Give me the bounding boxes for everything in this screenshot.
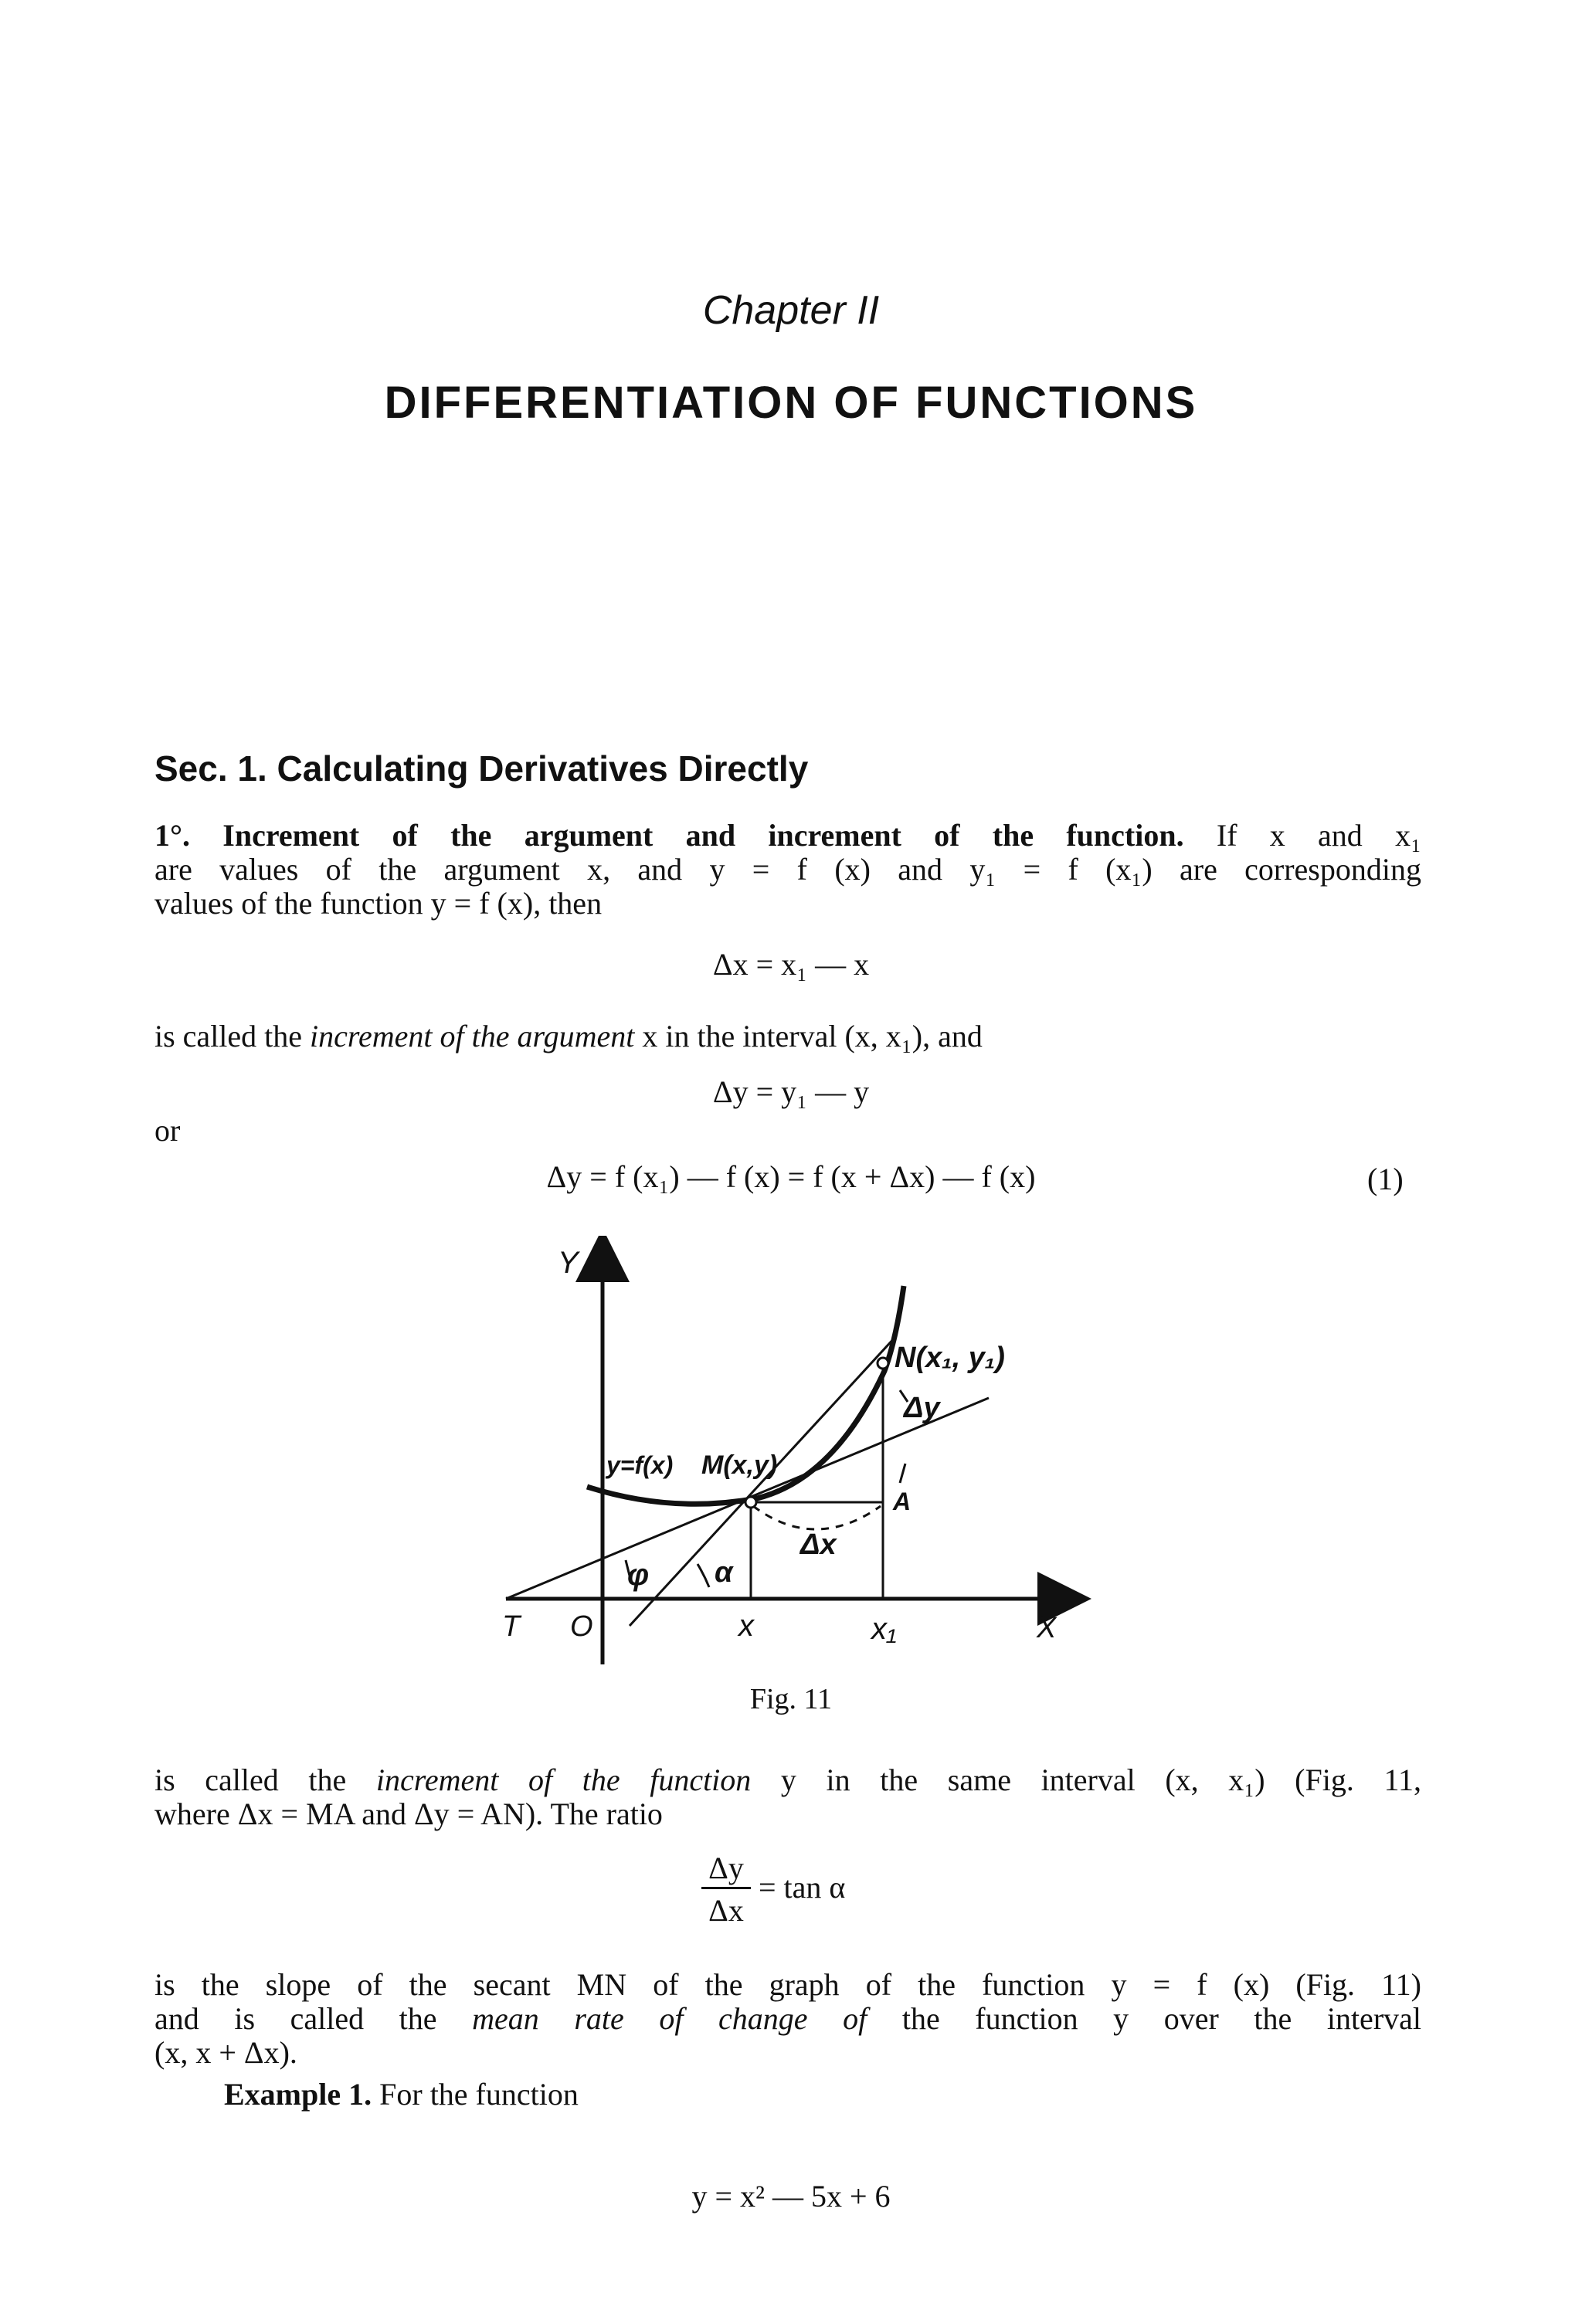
paragraph-2-suffix: x in the interval (x, x₁), and (634, 1019, 983, 1053)
ratio-numerator: Δy (708, 1851, 744, 1885)
subsection-lead: 1°. Increment of the argument and increment of the function. (154, 818, 1184, 853)
paragraph-4-suffix: the function y over the interval (867, 2001, 1422, 2036)
fraction-bar (701, 1887, 751, 1889)
paragraph-1-line-1-rest: If x and x₁ (1216, 818, 1422, 853)
paragraph-3-line-2: where Δx = MA and Δy = AN). The ratio (154, 1796, 663, 1831)
angle-alpha-mark (698, 1564, 709, 1587)
chapter-title: DIFFERENTIATION OF FUNCTIONS (384, 378, 1198, 428)
delta-x-brace (753, 1506, 881, 1529)
ratio-rhs: = tan α (759, 1870, 846, 1905)
section-heading: Sec. 1. Calculating Derivatives Directly (154, 748, 809, 789)
label-x1: x₁ (871, 1612, 897, 1646)
label-delta-x: Δx (800, 1528, 837, 1561)
paragraph-4-prefix: and is called the (154, 2001, 473, 2036)
equation-delta-x: Δx = x₁ — x (712, 947, 870, 982)
example-text: For the function (372, 2077, 579, 2112)
paragraph-1-line-2: are values of the argument x, and y = f (x) and y₁ = f (x₁) are corresponding (154, 852, 1421, 887)
label-delta-y: Δy (904, 1392, 940, 1424)
label-T: T (502, 1610, 521, 1643)
point-N (878, 1358, 888, 1369)
equation-example-function: y = x² — 5x + 6 (691, 2179, 891, 2214)
label-A: A (893, 1488, 912, 1515)
ratio-denominator: Δx (708, 1893, 744, 1928)
label-M: M(x,y) (701, 1450, 778, 1480)
equation-delta-y-simple: Δy = y₁ — y (712, 1074, 870, 1109)
point-M (745, 1497, 756, 1508)
paragraph-4-line-3: (x, x + Δx). (154, 2035, 297, 2070)
paragraph-4-line-2 (154, 2002, 1421, 2036)
figure-11 (479, 1236, 1097, 1668)
example-1 (224, 2076, 579, 2112)
figure-caption: Fig. 11 (749, 1683, 833, 1715)
paragraph-3-suffix: y in the same interval (x, x₁) (Fig. 11, (751, 1763, 1421, 1797)
term-mean-rate-of-change: mean rate of change of (472, 2001, 867, 2036)
paragraph-3-line-1 (154, 1763, 1421, 1797)
paragraph-2 (154, 1018, 1421, 1054)
term-increment-of-argument: increment of the argument (310, 1019, 635, 1053)
label-Y: Y (558, 1246, 579, 1280)
example-label: Example 1. (224, 2077, 372, 2112)
label-N: N(x₁, y₁) (895, 1342, 1005, 1374)
label-O: O (570, 1610, 593, 1643)
secant-line (630, 1336, 896, 1626)
label-X: X (1037, 1612, 1057, 1644)
label-x: x (738, 1609, 754, 1643)
paragraph-1-line-1 (154, 819, 1421, 853)
paragraph-4-line-1: is the slope of the secant MN of the graph of the function y = f (x) (Fig. 11) (154, 1967, 1421, 2002)
term-increment-of-function: increment of the function (375, 1763, 752, 1797)
label-alpha: α (715, 1556, 733, 1589)
paragraph-1-line-3: values of the function y = f (x), then (154, 886, 603, 921)
label-curve: y=f(x) (606, 1451, 674, 1479)
paragraph-2-prefix: is called the (154, 1019, 311, 1053)
paragraph-3-prefix: is called the (154, 1763, 376, 1797)
chapter-label: Chapter II (702, 288, 880, 333)
or-label: or (154, 1113, 181, 1148)
label-phi: φ (627, 1558, 650, 1592)
point-A-tick (900, 1464, 905, 1483)
equation-delta-y-full: Δy = f (x₁) — f (x) = f (x + Δx) — f (x) (546, 1159, 1036, 1194)
equation-number: (1) (1367, 1162, 1404, 1196)
